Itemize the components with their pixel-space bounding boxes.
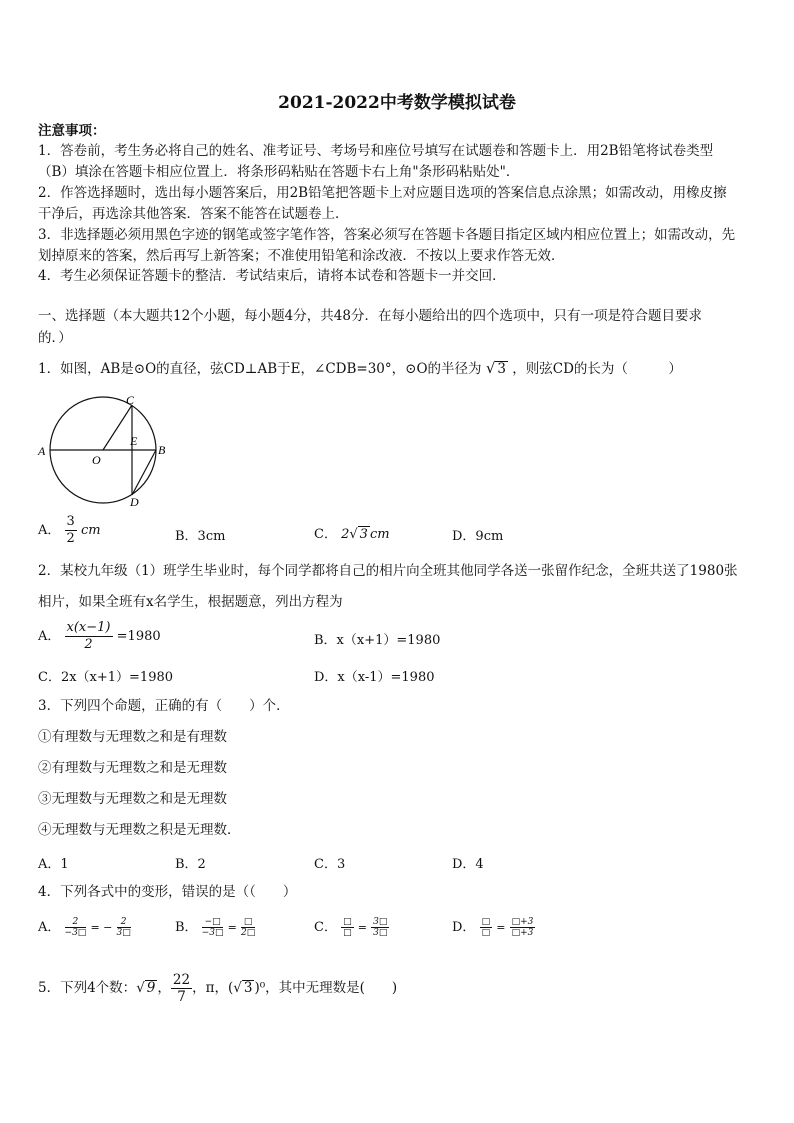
notice-line: 3．非选择题必须用黑色字迹的钢笔或签字笔作答，答案必须写在答题卡各题目指定区域内相应位置上；如需改动，先 — [38, 227, 736, 243]
frac-den: 2 — [84, 637, 93, 652]
q3-option-d[interactable]: D．4 — [452, 857, 484, 872]
frac-den: 2 — [66, 531, 75, 546]
q3-option-c[interactable]: C．3 — [314, 857, 346, 872]
operator: = — [357, 921, 367, 934]
q5-prefix: 5．下列4个数： — [38, 980, 137, 996]
label-a: A — [38, 444, 46, 458]
q3-item: ③无理数与无理数之和是无理数 — [38, 791, 227, 807]
q5-sqrt9: 9 — [146, 980, 156, 996]
q4-option-b[interactable] — [175, 916, 255, 938]
operator: = — [227, 921, 237, 934]
coef: 2 — [341, 527, 350, 542]
q4-stem: 4．下列各式中的变形，错误的是（（ ） — [38, 884, 297, 900]
frac-num: □ — [343, 917, 352, 927]
option-label: C． — [314, 920, 337, 935]
frac-den: □+3 — [511, 928, 534, 938]
radical: 3 — [359, 527, 368, 542]
label-e: E — [130, 434, 138, 448]
q1-stem-text: 1．如图，AB是⊙O的直径，弦CD⊥AB于E，∠CDB=30°，⊙O的半径为 — [38, 361, 482, 377]
q3-item: ①有理数与无理数之和是有理数 — [38, 729, 227, 745]
unit: cm — [80, 523, 101, 538]
q1-option-d[interactable]: D．9cm — [452, 529, 504, 544]
option-label: C． — [314, 527, 337, 542]
label-c: C — [126, 393, 135, 407]
notice-line: 1．答卷前，考生务必将自己的姓名、准考证号、考场号和座位号填写在试题卷和答题卡上．用2B铅笔将试卷类型 — [38, 143, 714, 159]
frac-num: □+3 — [511, 917, 534, 927]
option-label: A． — [38, 629, 61, 644]
segment-oc — [103, 405, 132, 450]
frac-num: □ — [481, 917, 491, 927]
q3-option-a[interactable]: A．1 — [38, 857, 69, 872]
notice-line: 干净后，再选涂其他答案．答案不能答在试题卷上． — [38, 206, 349, 222]
q5-paren: ( — [227, 980, 234, 996]
frac-den: 7 — [177, 989, 186, 1005]
frac-den: 3□ — [373, 928, 388, 938]
q1-option-a[interactable] — [38, 514, 101, 547]
label-d: D — [130, 495, 139, 509]
q5-stem: 5．下列4个数：√ 9 ， $\frac{22}{7}$ ，π，(√ 3 )⁰，其中无理数是( ) — [38, 972, 398, 1005]
q2-stem-line2: 相片，如果全班有x名学生，根据题意，列出方程为 — [38, 594, 343, 610]
frac-den: −3□ — [201, 928, 224, 938]
q4-option-c[interactable] — [314, 916, 389, 938]
page-title: 2021-2022中考数学模拟试卷 — [278, 93, 516, 113]
q2-option-c[interactable]: C．2x（x+1）=1980 — [38, 670, 174, 685]
frac-num: 22 — [172, 972, 191, 988]
q2-option-a[interactable] — [38, 620, 161, 653]
notice-line: （B）填涂在答题卡相应位置上．将条形码粘贴在答题卡右上角"条形码粘贴处"． — [38, 164, 520, 180]
frac-num: x(x−1) — [66, 620, 111, 635]
option-label: A． — [38, 523, 61, 538]
frac-num: −□ — [202, 917, 224, 928]
frac-den: −3□ — [64, 928, 87, 938]
q5-close: )⁰ — [254, 980, 266, 996]
q2-stem-line1: 2．某校九年级（1）班学生毕业时，每个同学都将自己的相片向全班其他同学各送一张留作纪念，全班共送了1980张 — [38, 563, 738, 579]
q1-stem-text-b: ，则弦CD的长为（ ） — [512, 361, 682, 377]
q1-stem: 1．如图，AB是⊙O的直径，弦CD⊥AB于E，∠CDB=30°，⊙O的半径为 √ 3 ，则弦CD的长为（ ） — [38, 359, 682, 377]
frac-num: 2 — [65, 917, 87, 928]
section-heading-line2: 的．） — [38, 330, 72, 346]
rhs: =1980 — [116, 629, 161, 644]
notice-line: 划掉原来的答案，然后再写上新答案；不准使用铅笔和涂改液．不按以上要求作答无效． — [38, 248, 565, 264]
frac-den: 3□ — [116, 928, 131, 938]
frac-num: 2 — [117, 917, 131, 928]
q5-rad3: 3 — [243, 980, 253, 996]
frac-num: 3 — [66, 514, 75, 529]
frac-num: 3□ — [373, 917, 388, 927]
q3-item: ④无理数与无理数之积是无理数． — [38, 822, 241, 838]
q1-radical: 3 — [497, 361, 506, 377]
option-label: B． — [175, 920, 198, 935]
option-label: D． — [452, 920, 476, 935]
unit: cm — [369, 527, 390, 542]
q4-option-d[interactable] — [452, 916, 535, 938]
q3-item: ②有理数与无理数之和是无理数 — [38, 760, 227, 776]
q1-option-b[interactable]: B．3cm — [175, 529, 226, 544]
q1-circle-figure — [30, 390, 180, 510]
notice-heading: 注意事项： — [38, 123, 106, 139]
q2-option-d[interactable]: D．x（x-1）=1980 — [314, 670, 435, 685]
q1-option-c[interactable]: C． 2√ 3 cm — [314, 527, 390, 542]
frac-den: □ — [481, 928, 491, 938]
section-heading-line1: 一、选择题（本大题共12个小题，每小题4分，共48分．在每小题给出的四个选项中，只有一项是符合题目要求 — [38, 308, 702, 324]
q3-option-b[interactable]: B．2 — [175, 857, 206, 872]
frac-den: □ — [343, 928, 352, 938]
q5-pi: ，π， — [192, 980, 228, 996]
q3-stem: 3．下列四个命题，正确的有（ ）个． — [38, 698, 290, 714]
notice-line: 4．考生必须保证答题卡的整洁．考试结束后，请将本试卷和答题卡一并交回． — [38, 268, 506, 284]
q5-suffix: ，其中无理数是( ) — [265, 980, 398, 996]
segment-db — [132, 450, 156, 495]
option-label: A． — [38, 920, 61, 935]
notice-line: 2．作答选择题时，选出每小题答案后，用2B铅笔把答题卡上对应题目选项的答案信息点涂黑；如需改动，用橡皮擦 — [38, 185, 727, 201]
label-b: B — [158, 443, 166, 457]
operator: = — [496, 921, 506, 934]
q4-option-a[interactable] — [38, 916, 131, 938]
operator: = − — [90, 921, 113, 934]
label-o: O — [92, 453, 101, 467]
frac-num: □ — [241, 917, 255, 928]
q2-option-b[interactable]: B．x（x+1）=1980 — [314, 633, 441, 648]
frac-den: 2□ — [240, 928, 256, 938]
